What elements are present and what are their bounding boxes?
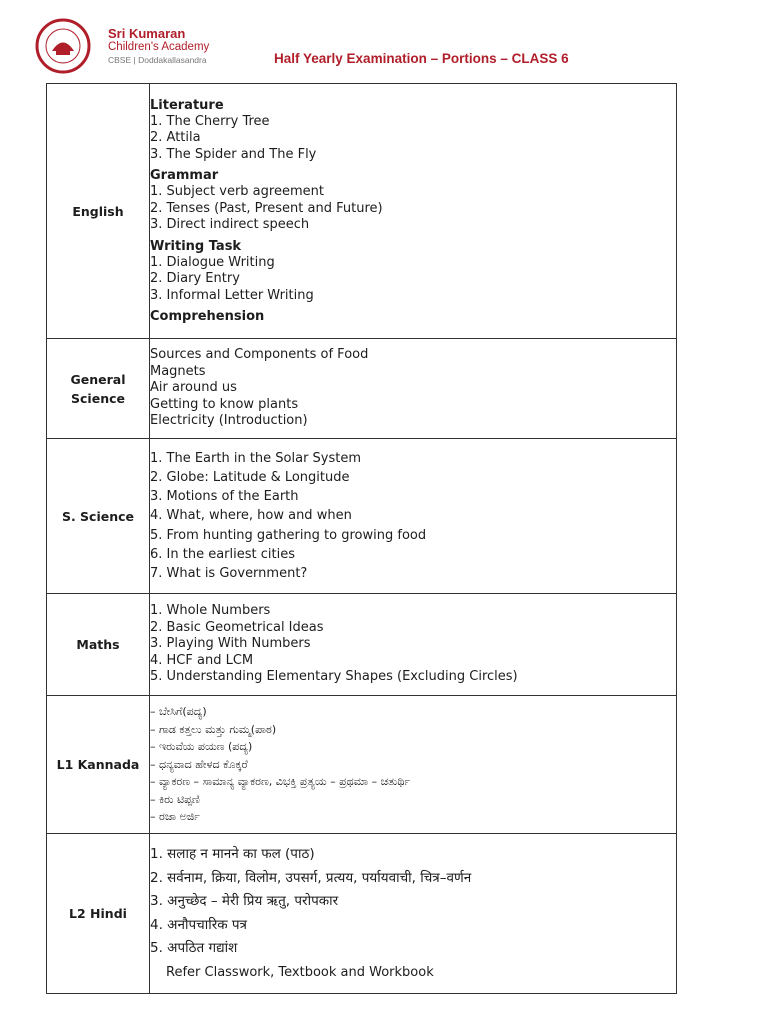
list-item: 2. Basic Geometrical Ideas — [150, 619, 324, 635]
list-item: 1. Whole Numbers — [150, 603, 271, 619]
subject-cell — [47, 339, 150, 439]
content-cell — [150, 594, 677, 696]
list-item: – ಗಾಡ ಕತ್ತಲು ಮತ್ತು ಗುಮ್ಮ(ಪಾಠ) — [150, 722, 277, 736]
subject-name: Maths — [76, 637, 120, 652]
list-item: 3. अनुच्छेद – मेरी प्रिय ऋतु, परोपकार — [150, 893, 339, 909]
subject-name: English — [72, 203, 124, 219]
subject-name: L2 Hindi — [69, 906, 127, 921]
list-item: – ಬೇಸಿಗೆ(ಪದ್ಯ) — [150, 705, 207, 719]
list-item: Sources and Components of Food — [150, 347, 369, 363]
subject-cell — [47, 439, 150, 594]
list-item: 3. Direct indirect speech — [150, 217, 310, 233]
table-row-maths — [47, 594, 677, 696]
list-item: Electricity (Introduction) — [150, 413, 308, 429]
list-item: – ಇರುವೆಯ ಪಯಣ (ಪದ್ಯ) — [150, 740, 253, 754]
school-name: Sri Kumaran — [108, 26, 186, 41]
list-item: 3. Playing With Numbers — [150, 636, 311, 652]
list-item: 2. Tenses (Past, Present and Future) — [150, 200, 383, 216]
list-item: 3. Motions of the Earth — [150, 489, 299, 505]
list-item: 7. What is Government? — [150, 566, 308, 581]
list-item: Getting to know plants — [150, 396, 299, 412]
table-row-kannada — [47, 696, 677, 834]
subject-cell — [47, 594, 150, 696]
portions-table — [46, 83, 677, 994]
table-row-english — [47, 84, 677, 339]
list-item: 5. From hunting gathering to growing food — [150, 527, 427, 543]
subject-cell — [47, 696, 150, 834]
list-item: 1. Dialogue Writing — [150, 254, 275, 270]
list-item: 1. The Earth in the Solar System — [150, 450, 362, 466]
school-logo-icon — [28, 18, 98, 74]
section-title: Writing Task — [150, 238, 242, 254]
list-item: 1. Subject verb agreement — [150, 184, 324, 200]
list-item: 6. In the earliest cities — [150, 546, 295, 562]
list-item: 1. The Cherry Tree — [150, 113, 270, 129]
content-cell — [150, 696, 677, 834]
section-title: Grammar — [150, 168, 219, 184]
list-item: 1. सलाह न मानने का फल (पाठ) — [150, 846, 315, 862]
list-item: 3. Informal Letter Writing — [150, 287, 314, 303]
list-item: 4. अनौपचारिक पत्र — [150, 916, 248, 933]
table-row-general-science — [47, 339, 677, 439]
subject-cell — [47, 84, 150, 339]
list-item: 5. अपठित गद्यांश — [150, 940, 238, 956]
list-item: Magnets — [150, 363, 206, 379]
school-location: CBSE | Doddakallasandra — [108, 55, 207, 65]
subject-name: Science — [71, 390, 125, 406]
page-header — [0, 0, 768, 84]
content-cell — [150, 84, 677, 339]
list-item: – ಧನ್ಯವಾದ ಹೇಳದ ಕೊಕ್ಕರೆ — [150, 757, 248, 771]
content-cell — [150, 439, 677, 594]
list-item: 4. HCF and LCM — [150, 652, 254, 668]
table-row-hindi — [47, 834, 677, 994]
list-item: 3. The Spider and The Fly — [150, 146, 317, 162]
list-item: Air around us — [150, 380, 237, 396]
section-title: Literature — [150, 97, 224, 113]
list-item: 5. Understanding Elementary Shapes (Excluding Circles) — [150, 669, 518, 685]
subject-name: General — [70, 371, 126, 387]
subject-cell — [47, 834, 150, 994]
list-item: 4. What, where, how and when — [150, 508, 352, 524]
list-item: 2. Globe: Latitude & Longitude — [150, 469, 350, 485]
content-cell — [150, 339, 677, 439]
subject-name: L1 Kannada — [56, 757, 140, 772]
list-item: – ರಜಾ ಅರ್ಜಿ — [150, 810, 200, 824]
list-item: – ವ್ಯಾಕರಣ – ಸಾಮಾನ್ಯ ವ್ಯಾಕರಣ, ವಿಭಕ್ತಿ ಪ್ರತ್ಯಯ – ಪ್ರಥಮಾ – ಚತುರ್ಥಿ — [150, 775, 411, 789]
subject-name: S. Science — [61, 508, 135, 524]
school-subname: Children's Academy — [108, 41, 210, 53]
list-item: 2. Attila — [150, 130, 201, 146]
list-item: 2. सर्वनाम, क्रिया, विलोम, उपसर्ग, प्रत्यय, पर्यायवाची, चित्र–वर्णन — [150, 869, 472, 886]
list-item: 2. Diary Entry — [150, 271, 240, 287]
section-title: Comprehension — [150, 309, 265, 325]
exam-title: Half Yearly Examination – Portions – CLASS 6 — [274, 51, 569, 66]
content-cell — [150, 834, 677, 994]
table-row-social-science — [47, 439, 677, 594]
reference-note: Refer Classwork, Textbook and Workbook — [166, 964, 434, 980]
list-item: – ಕಿರು ಟಿಪ್ಪಣಿ — [150, 792, 200, 806]
